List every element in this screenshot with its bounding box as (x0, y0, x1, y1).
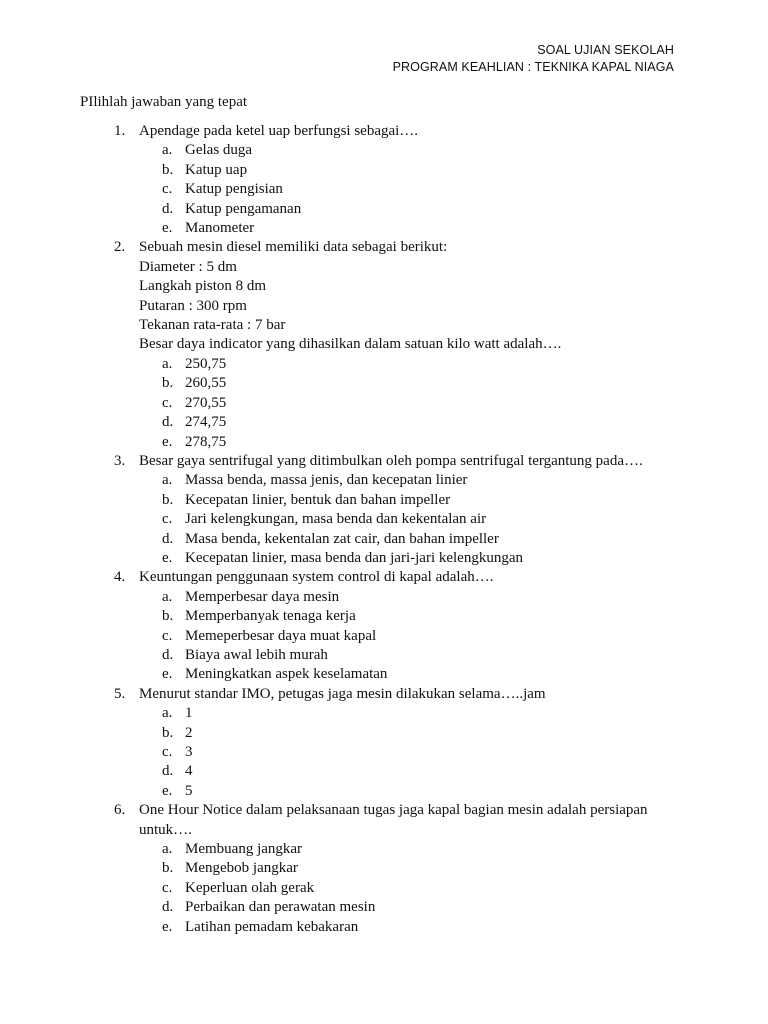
option-letter: e. (162, 433, 173, 450)
answer-option (0, 510, 768, 529)
question-text-line: Keuntungan penggunaan system control di kapal adalah…. (139, 569, 494, 586)
answer-option (0, 782, 768, 801)
option-text: Membuang jangkar (185, 841, 303, 858)
question-number: 5. (114, 685, 126, 702)
option-letter: c. (162, 627, 173, 644)
question-text (139, 568, 678, 587)
option-text: 3 (185, 744, 193, 760)
option-letter: b. (162, 375, 174, 392)
option-letter: a. (162, 142, 173, 159)
question-text (139, 122, 678, 141)
answer-option (0, 161, 768, 180)
option-text: Kecepatan linier, bentuk dan bahan impeller (185, 491, 451, 508)
option-letter: d. (162, 646, 174, 663)
option-letter: a. (162, 472, 173, 489)
question-number: 6. (114, 802, 126, 819)
question-text-line: Langkah piston 8 dm (139, 278, 267, 295)
option-text: 260,55 (185, 375, 227, 392)
option-letter: a. (162, 588, 173, 605)
question-item (0, 801, 768, 840)
answer-option (0, 704, 768, 723)
option-text: Memeperbesar daya muat kapal (185, 627, 377, 644)
option-letter: c. (162, 394, 173, 411)
answer-option (0, 743, 768, 762)
question-item (0, 122, 768, 141)
answer-option (0, 898, 768, 917)
question-text (139, 801, 678, 840)
answer-option (0, 859, 768, 878)
answer-option (0, 141, 768, 160)
answer-option (0, 219, 768, 238)
answer-option (0, 374, 768, 393)
answer-option (0, 879, 768, 898)
answer-option (0, 588, 768, 607)
option-letter: e. (162, 782, 173, 799)
option-letter: d. (162, 763, 174, 780)
answer-option (0, 413, 768, 432)
answer-option (0, 433, 768, 452)
answer-option (0, 200, 768, 219)
answer-option (0, 549, 768, 568)
question-text-line: Besar gaya sentrifugal yang ditimbulkan oleh pompa sentrifugal tergantung pada…. (139, 452, 643, 469)
option-text: 1 (185, 705, 193, 722)
option-letter: d. (162, 200, 174, 217)
option-letter: d. (162, 530, 174, 547)
question-text-line: Apendage pada ketel uap berfungsi sebagai…. (139, 123, 419, 139)
answer-option (0, 918, 768, 937)
question-text-line: One Hour Notice dalam pelaksanaan tugas jaga kapal bagian mesin adalah persiapan (139, 802, 648, 819)
option-text: 274,75 (185, 414, 227, 431)
option-text: 278,75 (185, 433, 227, 450)
document-header (393, 42, 674, 76)
option-text: Massa benda, massa jenis, dan kecepatan linier (185, 472, 468, 489)
option-text: Manometer (185, 220, 255, 237)
answer-option (0, 491, 768, 510)
option-letter: e. (162, 549, 173, 566)
question-text-line: Diameter : 5 dm (139, 258, 237, 275)
option-text: 2 (185, 724, 193, 741)
option-text: Masa benda, kekentalan zat cair, dan bahan impeller (185, 530, 499, 547)
option-text: 5 (185, 782, 193, 799)
option-text: Katup pengisian (185, 181, 283, 198)
option-text: 4 (185, 763, 193, 780)
question-item (0, 452, 768, 471)
answer-option (0, 724, 768, 743)
question-text (139, 452, 678, 471)
option-letter: b. (162, 161, 174, 178)
question-text-line: untuk…. (139, 821, 192, 838)
question-item (0, 685, 768, 704)
question-number: 4. (114, 569, 126, 586)
option-text: Meningkatkan aspek keselamatan (185, 666, 388, 683)
option-text: 270,55 (185, 394, 227, 411)
answer-option (0, 840, 768, 859)
option-text: Mengebob jangkar (185, 860, 298, 877)
option-text: Memperbesar daya mesin (185, 588, 340, 605)
question-list (0, 122, 768, 937)
option-letter: a. (162, 355, 173, 372)
question-item (0, 238, 768, 354)
option-letter: a. (162, 705, 173, 722)
answer-option (0, 355, 768, 374)
option-text: Katup pengamanan (185, 200, 302, 217)
question-text-line: Besar daya indicator yang dihasilkan dalam satuan kilo watt adalah…. (139, 336, 562, 353)
option-letter: e. (162, 220, 173, 237)
question-number: 1. (114, 123, 126, 139)
question-text-line: Menurut standar IMO, petugas jaga mesin dilakukan selama…..jam (139, 685, 546, 702)
question-number: 3. (114, 452, 126, 469)
option-letter: c. (162, 181, 173, 198)
question-text (139, 238, 678, 354)
option-text: Memperbanyak tenaga kerja (185, 608, 356, 625)
option-text: Katup uap (185, 161, 248, 178)
option-letter: a. (162, 841, 173, 858)
answer-option (0, 762, 768, 781)
answer-option (0, 394, 768, 413)
option-letter: d. (162, 414, 174, 431)
option-letter: c. (162, 879, 173, 896)
option-text: Gelas duga (185, 142, 253, 159)
answer-option (0, 665, 768, 684)
question-number: 2. (114, 239, 126, 256)
option-letter: b. (162, 608, 174, 625)
option-text: Kecepatan linier, masa benda dan jari-jari kelengkungan (185, 549, 523, 566)
option-text: Perbaikan dan perawatan mesin (185, 899, 376, 916)
option-text: Keperluan olah gerak (185, 879, 315, 896)
question-item (0, 568, 768, 587)
option-letter: d. (162, 899, 174, 916)
option-text: Biaya awal lebih murah (185, 646, 328, 663)
answer-option (0, 646, 768, 665)
question-text-line: Sebuah mesin diesel memiliki data sebagai berikut: (139, 239, 448, 256)
instruction-text: PIlihlah jawaban yang tepat (80, 94, 248, 110)
option-text: Latihan pemadam kebakaran (185, 918, 359, 935)
question-text-line: Tekanan rata-rata : 7 bar (139, 317, 286, 334)
answer-option (0, 471, 768, 490)
option-text: Jari kelengkungan, masa benda dan kekentalan air (185, 511, 487, 528)
option-letter: c. (162, 511, 173, 528)
option-letter: e. (162, 918, 173, 935)
answer-option (0, 180, 768, 199)
option-letter: b. (162, 724, 174, 741)
option-text: 250,75 (185, 355, 227, 372)
answer-option (0, 530, 768, 549)
question-text (139, 685, 678, 704)
option-letter: c. (162, 744, 173, 760)
header-exam-title: SOAL UJIAN SEKOLAH (537, 43, 674, 57)
option-letter: b. (162, 860, 174, 877)
option-letter: b. (162, 491, 174, 508)
header-program-title: PROGRAM KEAHLIAN : TEKNIKA KAPAL NIAGA (392, 60, 674, 74)
answer-option (0, 607, 768, 626)
question-text-line: Putaran : 300 rpm (139, 297, 247, 314)
answer-option (0, 627, 768, 646)
option-letter: e. (162, 666, 173, 683)
